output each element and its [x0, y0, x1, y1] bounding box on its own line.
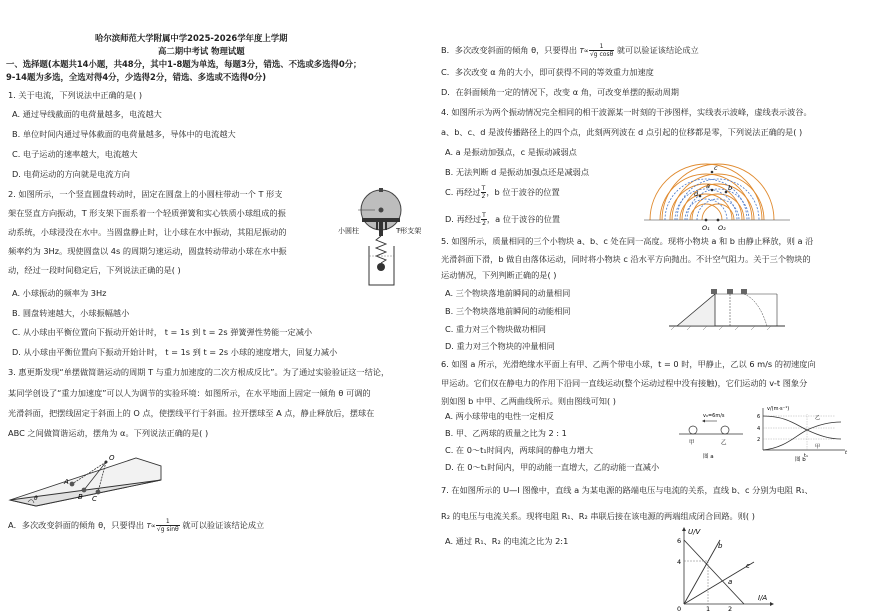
- q5-blocks-figure: [667, 286, 787, 330]
- q4c-frac-num: T: [481, 185, 486, 192]
- q6-fig-a-jia: 甲: [689, 440, 695, 446]
- q5-line-1: 5. 如图所示，质量相同的三个小物块 a、b、c 处在同一高度。现将小物块 a 和 b 由静止释放，则 a 沿: [441, 236, 814, 246]
- q6-fig-b-axis-v: v/(m·s⁻¹): [767, 406, 790, 412]
- q6-line-3: 别如图 b 中甲、乙两曲线所示。则由图线可知( ): [441, 396, 616, 406]
- q3-line-1: 3. 惠更斯发现“单摆做简谐运动的周期 T 与重力加速度的二次方根成反比”。为了通过实验验证这一结论，: [8, 367, 390, 377]
- q3-line-4: ABC 之间做简谐运动，摆角为 α。下列说法正确的是( ): [8, 428, 209, 438]
- q7-axis-u: U/V: [688, 528, 701, 536]
- q3-angle-theta: θ: [34, 495, 38, 502]
- q3-line-3: 光滑斜面，把摆线固定于斜面上的 O 点，使摆线平行于斜面。拉开摆球至 A 点，静止释放后，摆球在: [8, 408, 375, 418]
- q2-label-cylinder: 小圆柱: [338, 227, 359, 235]
- q2-label-t-bracket: T形支架: [396, 227, 422, 235]
- q6-fig-a-caption: 图 a: [703, 454, 714, 460]
- q4-label-a: a: [706, 182, 710, 190]
- q1-option-b: B. 单位时间内通过导体截面的电荷量越多，导体中的电流越大: [12, 129, 236, 139]
- q6-fig-b-6: 6: [757, 414, 761, 420]
- q4-option-b: B. 无法判断 d 是振动加强点还是减弱点: [445, 167, 590, 177]
- q4-option-c-text: C. 再经过: [445, 187, 481, 197]
- q6-figures: [675, 404, 855, 462]
- q2-option-c: C. 从小球由平衡位置向下振动开始计时， t = 1s 到 t = 2s 弹簧弹性势能一定减小: [12, 327, 313, 337]
- right-column: [435, 0, 855, 614]
- q3-line-2: 某同学创设了“重力加速度”可以人为调节的实验环境：如图所示，在水平地面上固定一倾角 θ 可调的: [8, 388, 371, 398]
- q7-tick-0: 0: [677, 605, 682, 612]
- q2-option-d: D. 从小球由平衡位置向下振动开始计时， t = 1s 到 t = 2s 小球的速度增大，回复力减小: [12, 347, 338, 357]
- q4c-frac-den: 2: [481, 193, 486, 200]
- q6-option-c: C. 在 0～t₁时间内，两球间的静电力增大: [445, 445, 594, 455]
- q1-option-a: A. 通过导线截面的电荷量越多，电流越大: [12, 109, 162, 119]
- school-title: 哈尔滨师范大学附属中学2025-2026学年度上学期: [95, 33, 288, 43]
- q2-line-1: 2. 如图所示，一个竖直圆盘转动时，固定在圆盘上的小圆柱带动一个 T 形支: [8, 189, 283, 199]
- q3-point-b: B: [78, 493, 83, 501]
- q3-option-a-suffix: 就可以验证该结论成立: [182, 520, 265, 530]
- q6-line-2: 甲运动。它们仅在静电力的作用下沿同一直线运动(整个运动过程中没有接触)，它们运动的 v-t 图象分: [441, 378, 808, 388]
- q4-option-d-text: D. 再经过: [445, 214, 482, 224]
- q4d-frac-num: T: [482, 212, 486, 219]
- q3-option-a-fraction: [156, 518, 180, 533]
- q7-tick-2: 2: [728, 605, 733, 612]
- q4-option-c-suffix: ，b 位于波谷的位置: [486, 187, 560, 197]
- q3-frac-num: 1: [156, 518, 180, 526]
- q2-line-3: 动系统，小球浸没在水中。当圆盘静止时，让小球在水中振动，其阻尼振动的: [8, 227, 287, 237]
- q6-option-a: A. 两小球带电的电性一定相反: [445, 411, 554, 421]
- q3-incline-figure: [6, 440, 166, 508]
- q3b-frac-den: √g cosθ: [589, 51, 614, 58]
- q6-fig-b-caption: 图 b: [795, 457, 806, 462]
- q5-line-2: 光滑斜面下滑，b 做自由落体运动，同时将小物块 c 沿水平方向抛出。不计空气阻力。关于三个物块的: [441, 254, 811, 264]
- q4-line-2: a、b、c、d 是波传播路径上的四个点，此刻两列波在 d 点引起的位移都是零，下列说法正确的是( ): [441, 127, 803, 137]
- q6-option-d: D. 在 0～t₁时间内，甲的动能一直增大，乙的动能一直减小: [445, 462, 660, 472]
- q7-axis-i: I/A: [758, 594, 768, 602]
- q3-point-o: O: [109, 454, 115, 462]
- q6-fig-b-yi: 乙: [815, 415, 821, 421]
- q5-line-3: 运动情况，下列判断正确的是( ): [441, 270, 557, 280]
- q2-option-b: B. 圆盘转速越大，小球振幅越小: [12, 308, 130, 318]
- q7-line-a-label: a: [728, 578, 733, 586]
- q6-fig-b-t1: t₁: [804, 453, 808, 459]
- q2-option-a: A. 小球振动的频率为 3Hz: [12, 288, 107, 298]
- q3-frac-den: √g sinθ: [156, 526, 179, 533]
- section-instructions-1: 一、选择题(本题共14小题，共48分，其中1-8题为单选，每题3分，错选、不选或多选得0分；: [6, 59, 362, 69]
- q3-option-b: B．多次改变斜面的倾角 θ，只要得出 T∝ $\frac{1}{\text{√g cosθ}}$ 就可以验证该结论成立: [441, 43, 699, 58]
- q4-label-o1: O₁: [702, 224, 710, 232]
- section-instructions-2: 9-14题为多选，全选对得4分，少选得2分，错选、多选或不选得0分): [6, 72, 267, 82]
- q1-option-c: C. 电子运动的速率越大，电流越大: [12, 149, 138, 159]
- q2-line-5: 动，经过一段时间稳定后，下列说法正确的是( ): [8, 265, 181, 275]
- q1-stem: 1. 关于电流，下列说法中正确的是( ): [8, 90, 143, 100]
- q6-option-b: B. 甲、乙两球的质量之比为 2 : 1: [445, 428, 567, 438]
- q4-option-d: [445, 212, 560, 227]
- q7-tick-1: 1: [706, 605, 711, 612]
- q6-fig-a-yi: 乙: [721, 440, 727, 446]
- q3-option-c: C．多次改变 α 角的大小，即可获得不同的等效重力加速度: [441, 67, 654, 77]
- q2-oscillator-figure: [338, 188, 428, 290]
- q7-tick-6: 6: [677, 537, 682, 545]
- q2-line-2: 架在竖直方向振动，T 形支架下面系着一个轻质弹簧和实心铁质小球组成的振: [8, 208, 286, 218]
- q3b-frac-num: 1: [589, 43, 614, 51]
- q3-option-b-fraction: [589, 43, 614, 58]
- q7-line-2: R₂ 的电压与电流关系。现将电阻 R₁、R₂ 串联后接在该电源的两端组成闭合回路。则( ): [441, 511, 755, 521]
- q6-fig-b-t: t: [845, 450, 847, 456]
- q6-fig-b-2: 2: [757, 437, 761, 443]
- q7-line-1: 7. 在如图所示的 U—I 图像中，直线 a 为某电源的路端电压与电流的关系，直线 b、c 分别为电阻 R₁、: [441, 485, 813, 495]
- q2-line-4: 频率约为 3Hz。现使圆盘以 4s 的周期匀速运动，圆盘转动带动小球在水中振: [8, 246, 287, 256]
- q3-option-a: A．多次改变斜面的倾角 θ，只要得出 T∝ $\frac{1}{\text{√g sinθ}}$ 就可以验证该结论成立: [8, 518, 265, 533]
- q6-line-1: 6. 如图 a 所示，光滑绝缘水平面上有甲、乙两个带电小球，t = 0 时，甲静止，乙以 6 m/s 的初速度向: [441, 359, 816, 369]
- q7-option-a: A. 通过 R₁、R₂ 的电流之比为 2:1: [445, 536, 569, 546]
- q7-line-c-label: c: [746, 562, 750, 570]
- q7-line-b-label: b: [718, 542, 723, 550]
- q6-fig-b-4: 4: [757, 426, 761, 432]
- q1-option-d: D. 电荷运动的方向就是电流方向: [12, 169, 130, 179]
- q3-option-a-text: A．多次改变斜面的倾角 θ，只要得出: [8, 520, 145, 530]
- q3-option-d: D．在斜面倾角一定的情况下，改变 α 角，可改变单摆的振动周期: [441, 87, 679, 97]
- q7-ui-graph: [670, 526, 780, 612]
- q5-option-c: C. 重力对三个物块做功相同: [445, 324, 546, 334]
- q6-fig-a-v0: v₀=6m/s: [703, 413, 725, 419]
- exam-title: 高二期中考试 物理试题: [158, 46, 245, 56]
- q6-fig-b-jia: 甲: [815, 444, 821, 450]
- q4-option-c: [445, 185, 560, 200]
- q4-option-d-suffix: ，a 位于波谷的位置: [486, 214, 561, 224]
- q3-option-b-suffix: 就可以验证该结论成立: [616, 45, 699, 55]
- q4d-frac-den: 2: [482, 220, 486, 227]
- q3-point-c: C: [92, 495, 97, 503]
- q5-option-d: D. 重力对三个物块的冲量相同: [445, 341, 555, 351]
- q4-label-b: b: [728, 184, 733, 192]
- q4-label-o2: O₂: [718, 224, 726, 232]
- left-column: [0, 0, 420, 614]
- q4-line-1: 4. 如图所示为两个振动情况完全相同的相干波源某一时刻的干涉图样，实线表示波峰，虚线表示波谷。: [441, 107, 812, 117]
- q4-label-d: d: [694, 190, 699, 198]
- q7-tick-4: 4: [677, 558, 682, 566]
- q5-option-b: B. 三个物块落地前瞬间的动能相同: [445, 306, 571, 316]
- q4-interference-figure: [640, 152, 810, 232]
- q3-point-a: A: [64, 478, 69, 486]
- q3-option-b-text: B．多次改变斜面的倾角 θ，只要得出: [441, 45, 578, 55]
- q4-label-c: c: [714, 164, 718, 172]
- q5-option-a: A. 三个物块落地前瞬间的动量相同: [445, 288, 571, 298]
- q4-option-a: A. a 是振动加强点，c 是振动减弱点: [445, 147, 577, 157]
